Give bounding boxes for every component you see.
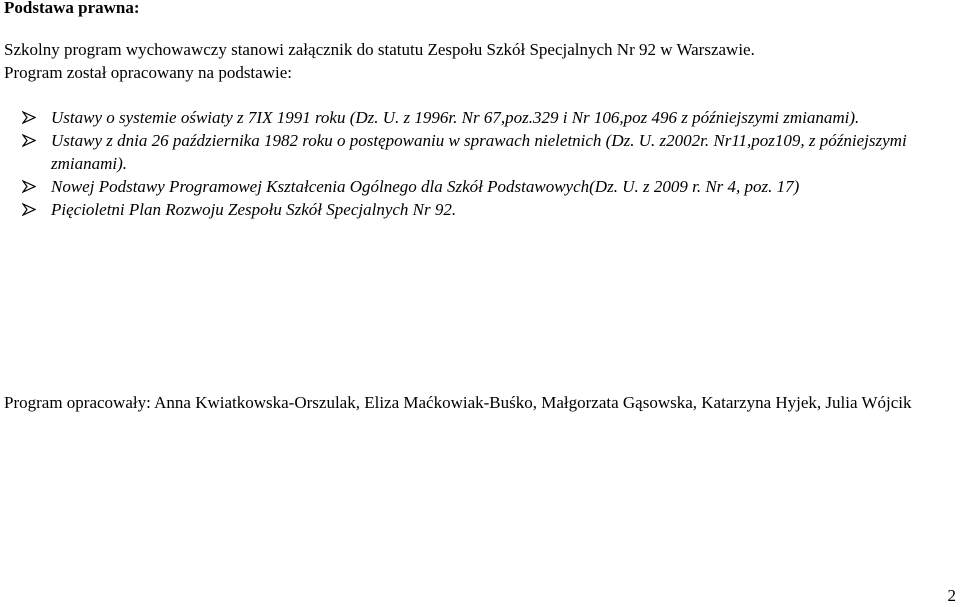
list-item xyxy=(22,106,922,129)
intro-line-2: Program został opracowany na podstawie: xyxy=(4,63,292,82)
list-item xyxy=(22,198,922,221)
list-item-text: Ustawy z dnia 26 października 1982 roku o postępowaniu w sprawach nieletnich (Dz. U. z2002r. Nr11,poz109, z późniejszymi zmianami). xyxy=(51,131,907,173)
page-number: 2 xyxy=(947,586,956,605)
arrow-bullet-icon xyxy=(22,134,36,147)
list-item xyxy=(22,175,922,198)
authors-line: Program opracowały: Anna Kwiatkowska-Orszulak, Eliza Maćkowiak-Buśko, Małgorzata Gąsowska, Katarzyna Hyjek, Julia Wójcik xyxy=(4,393,912,412)
list-item-text: Ustawy o systemie oświaty z 7IX 1991 roku (Dz. U. z 1996r. Nr 67,poz.329 i Nr 106,poz 496 z późniejszymi zmianami). xyxy=(51,108,860,127)
arrow-bullet-icon xyxy=(22,203,36,216)
legal-basis-list xyxy=(22,106,922,221)
list-item-text: Pięcioletni Plan Rozwoju Zespołu Szkół Specjalnych Nr 92. xyxy=(51,200,457,219)
arrow-bullet-icon xyxy=(22,111,36,124)
intro-line-1: Szkolny program wychowawczy stanowi załącznik do statutu Zespołu Szkół Specjalnych Nr 92 w Warszawie. xyxy=(4,40,755,59)
arrow-bullet-icon xyxy=(22,180,36,193)
intro-paragraph xyxy=(4,38,944,84)
section-heading: Podstawa prawna: xyxy=(4,0,140,17)
list-item-text: Nowej Podstawy Programowej Kształcenia Ogólnego dla Szkół Podstawowych(Dz. U. z 2009 r. Nr 4, poz. 17) xyxy=(51,177,800,196)
list-item xyxy=(22,129,922,175)
